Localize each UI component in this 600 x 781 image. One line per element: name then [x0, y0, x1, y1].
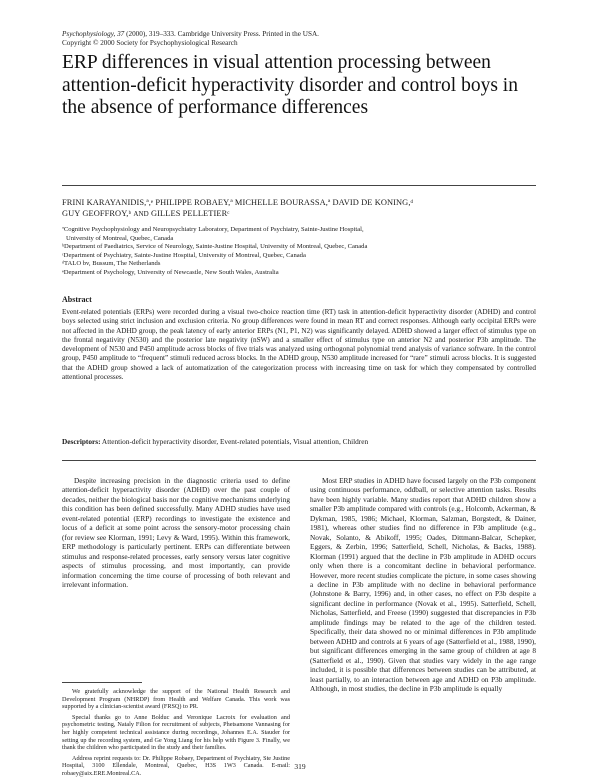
abstract-rule: [62, 460, 536, 461]
descriptors-list: Attention-deficit hyperactivity disorder, Event-related potentials, Visual attention, Children: [100, 437, 369, 446]
affiliations: [62, 226, 536, 278]
journal-name: Psychophysiology, 37: [62, 30, 125, 38]
footnote-rule: [62, 682, 142, 683]
affiliation-a: ªCognitive Psychophysiology and Neuropsychiatry Laboratory, Department of Psychiatry, Sainte-Justine Hospital,: [62, 226, 364, 233]
erp-studies-paragraph: Most ERP studies in ADHD have focused largely on the P3b component using continuous performance, oddball, or selective attention tasks. Results have been highly variable. Many studies report that ADHD children show a smaller P3b amplitude compared with controls (e.g., Holcomb, Ackerman, & Dykman, 1985, 1986; Michael, Klorman, Salzman, Borgstedt, & Dainer, 1981), whereas other studies find no difference in P3b amplitude (e.g., Novak, Solanto, & Abikoff, 1995; Oades, Dittmann-Balcar, Schepker, Eggers, & Zerbin, 1996; Satterfield, Schell, Nicholas, & Backs, 1988). Klorman (1991) argued that the decline in P3b amplitude in ADHD occurs only when there is a concomitant decline in behavioral performance. However, more recent studies complicate the picture, in some cases showing a decline in P3b amplitude with no decline in behavioral performance (Johnstone & Barry, 1996) and, in other cases, no effect on P3b despite a significant decline in performance (Novak et al., 1995). Satterfield, Schell, Nicholas, Satterfield, and Freese (1990) suggested that discrepancies in P3b amplitude findings may be related to the age of the children tested. Specifically, their data showed no or minimal differences in P3b amplitude between ADHD and controls at 6 years of age (Satterfield et al., 1988, 1990), but significant differences emerging in the same group of children at age 8 (Satterfield et al., 1990). Given that studies vary widely in the age range included, it is possible that differences between studies can be attributed, at least partially, to an interaction between age and ADHD on P3b amplitude. Although, in most studies, the decline in P3b amplitude is equally: [310, 476, 536, 693]
running-header: [62, 30, 319, 48]
footnote-acknowledgments: Special thanks go to Anne Bolduc and Veronique Lacroix for evaluation and psychometric testing, Nataly Filion for recruitment of subjects, Phetsamone Vannasing for her highly competent technical assistance during recordings, Johannes E.A. Stauder for setting up the recording system, and Ge Yong Liang for his help with Figure 3. Finally, we thank the children who participated in the study and their families.: [62, 713, 290, 752]
descriptors: [62, 437, 536, 446]
copyright-line: Copyright © 2000 Society for Psychophysiological Research: [62, 39, 238, 47]
abstract-text: Event-related potentials (ERPs) were recorded during a visual two-choice reaction time (RT) task in attention-deficit hyperactivity disorder (ADHD) and control boys selected using strict inclusion and exclusion criteria. No group differences were found in mean RT and correct responses. Although early occipital ERPs were not affected in the ADHD group, the peak latency of early anterior ERPs (N1, P1, N2) was significantly delayed. ADHD showed a larger effect of stimulus type on the frontal negativity (N530) and the posterior late negativity (nSW) and a smaller effect of stimulus type on anterior N2 and posterior P3b amplitude. The development of N530 and P450 amplitude across blocks of five trials was analyzed using orthogonal polynomial trend analysis of variance software. In the control group, P450 amplitude to “frequent” stimuli reduced across blocks. In the ADHD group, N530 amplitude increased for “rare” stimuli across blocks. It is suggested that the ADHD group showed a lack of automatization of the categorization process with increasing time on task for which they compensated by controlled attentional processes.: [62, 308, 536, 382]
footnote-funding: We gratefully acknowledge the support of the National Health Research and Development Program (NHRDP) from Health and Welfare Canada. This work was supported by a clinician-scientist award (FRSQ) to PR.: [62, 688, 290, 711]
affiliation-e: ᵉDepartment of Psychology, University of Newcastle, New South Wales, Australia: [62, 268, 279, 276]
page-number: 319: [294, 762, 306, 771]
author-pelletier: GILLES PELLETIERᶜ: [148, 209, 230, 218]
affiliation-d: ᵈTALO bv, Bussum, The Netherlands: [62, 260, 161, 268]
intro-paragraph: Despite increasing precision in the diagnostic criteria used to define attention-deficit hyperactivity disorder (ADHD) over the past couple of decades, neither the biological basis nor the cognitive mechanisms underlying this condition has been defined successfully. Many ADHD studies have used event-related potential (ERP) recordings to investigate the existence and locus of a deficit at some point across the sensory-motor processing chain (for review see Klorman, 1991; Levy & Ward, 1995). Within this framework, ERP methodology is particularly pertinent. ERPs can differentiate between stimulus and response-related processes, early sensory versus later cognitive aspects of stimulus processing, and most importantly, can provide information concerning the time course of processing of both relevant and irrelevant information.: [62, 476, 290, 589]
abstract-heading: Abstract: [62, 295, 92, 304]
author-geoffroy: GUY GEOFFROY,ᵇ: [62, 209, 134, 218]
journal-citation: (2000), 319–333. Cambridge University Press. Printed in the USA.: [124, 30, 319, 38]
descriptors-label: Descriptors:: [62, 437, 101, 446]
body-column-right: [310, 476, 536, 693]
affiliation-b: ᵇDepartment of Paediatrics, Service of Neurology, Sainte-Justine Hospital, University of Montreal, Quebec, Canada: [62, 243, 368, 251]
affiliation-a-cont: University of Montreal, Quebec, Canada: [66, 234, 174, 242]
author-conjunction: AND: [133, 210, 149, 218]
title-rule: [62, 185, 536, 186]
article-title: ERP differences in visual attention processing between attention-deficit hyperactivity disorder and control boys in the absence of performance differences: [62, 52, 518, 118]
authors-line-1: FRINI KARAYANIDIS,ª,ᵉ PHILIPPE ROBAEY,ª MICHELLE BOURASSA,ª DAVID DE KONING,ᵈ: [62, 198, 414, 207]
body-column-left: [62, 476, 290, 589]
author-list: [62, 197, 536, 220]
affiliation-c: ᶜDepartment of Psychiatry, Sainte-Justine Hospital, University of Montreal, Quebec, Canada: [62, 251, 306, 259]
footnote-address: Address reprint requests to: Dr. Philippe Robaey, Department of Psychiatry, Ste Justine Hospital, 3100 Ellendale, Montreal, Quebec, H3S 1W3 Canada. E-mail: robaey@aix.ERE.Montreal.CA.: [62, 754, 290, 777]
